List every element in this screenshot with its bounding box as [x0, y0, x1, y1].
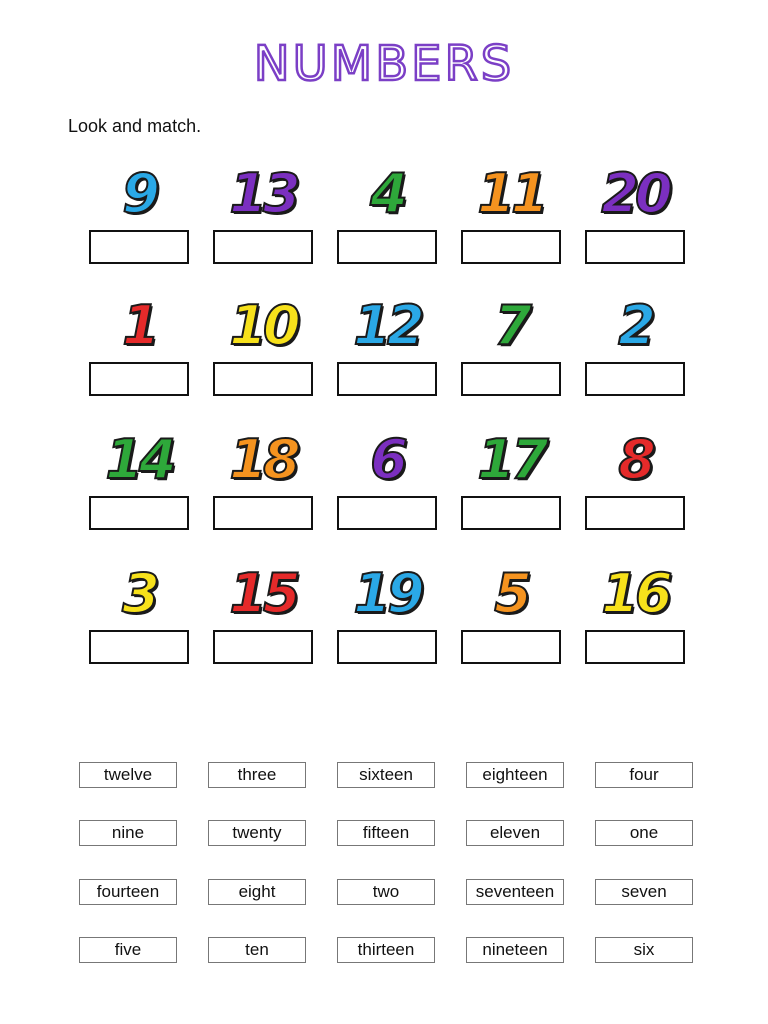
word-card[interactable]: eighteen [466, 762, 564, 788]
word-card[interactable]: twenty [208, 820, 306, 846]
number-label: 9 [122, 162, 156, 225]
number-label: 15 [229, 562, 297, 625]
word-card[interactable]: three [208, 762, 306, 788]
word-card[interactable]: thirteen [337, 937, 435, 963]
word-card[interactable]: six [595, 937, 693, 963]
number-label: 16 [601, 562, 669, 625]
number-label: 5 [494, 562, 528, 625]
word-card[interactable]: nine [79, 820, 177, 846]
worksheet-title: NUMBERS [253, 36, 515, 92]
number-label: 3 [122, 562, 156, 625]
number-label: 10 [229, 294, 297, 357]
number-label: 8 [618, 428, 652, 491]
number-label: 13 [229, 162, 297, 225]
number-label: 17 [477, 428, 545, 491]
number-label: 12 [353, 294, 421, 357]
number-label: 2 [618, 294, 652, 357]
number-label: 20 [601, 162, 669, 225]
number-label: 7 [494, 294, 528, 357]
word-card[interactable]: eight [208, 879, 306, 905]
number-label: 11 [477, 162, 545, 225]
number-label: 18 [229, 428, 297, 491]
word-card[interactable]: seven [595, 879, 693, 905]
word-card[interactable]: two [337, 879, 435, 905]
number-label: 14 [105, 428, 173, 491]
word-card[interactable]: eleven [466, 820, 564, 846]
word-card[interactable]: sixteen [337, 762, 435, 788]
word-card[interactable]: nineteen [466, 937, 564, 963]
word-card[interactable]: seventeen [466, 879, 564, 905]
instruction-text: Look and match. [68, 116, 202, 136]
word-card[interactable]: four [595, 762, 693, 788]
word-card[interactable]: one [595, 820, 693, 846]
word-card[interactable]: fifteen [337, 820, 435, 846]
number-label: 4 [370, 162, 404, 225]
number-label: 19 [353, 562, 421, 625]
word-card[interactable]: twelve [79, 762, 177, 788]
word-card[interactable]: ten [208, 937, 306, 963]
word-card[interactable]: fourteen [79, 879, 177, 905]
number-label: 6 [370, 428, 404, 491]
number-label: 1 [122, 294, 156, 357]
word-card[interactable]: five [79, 937, 177, 963]
